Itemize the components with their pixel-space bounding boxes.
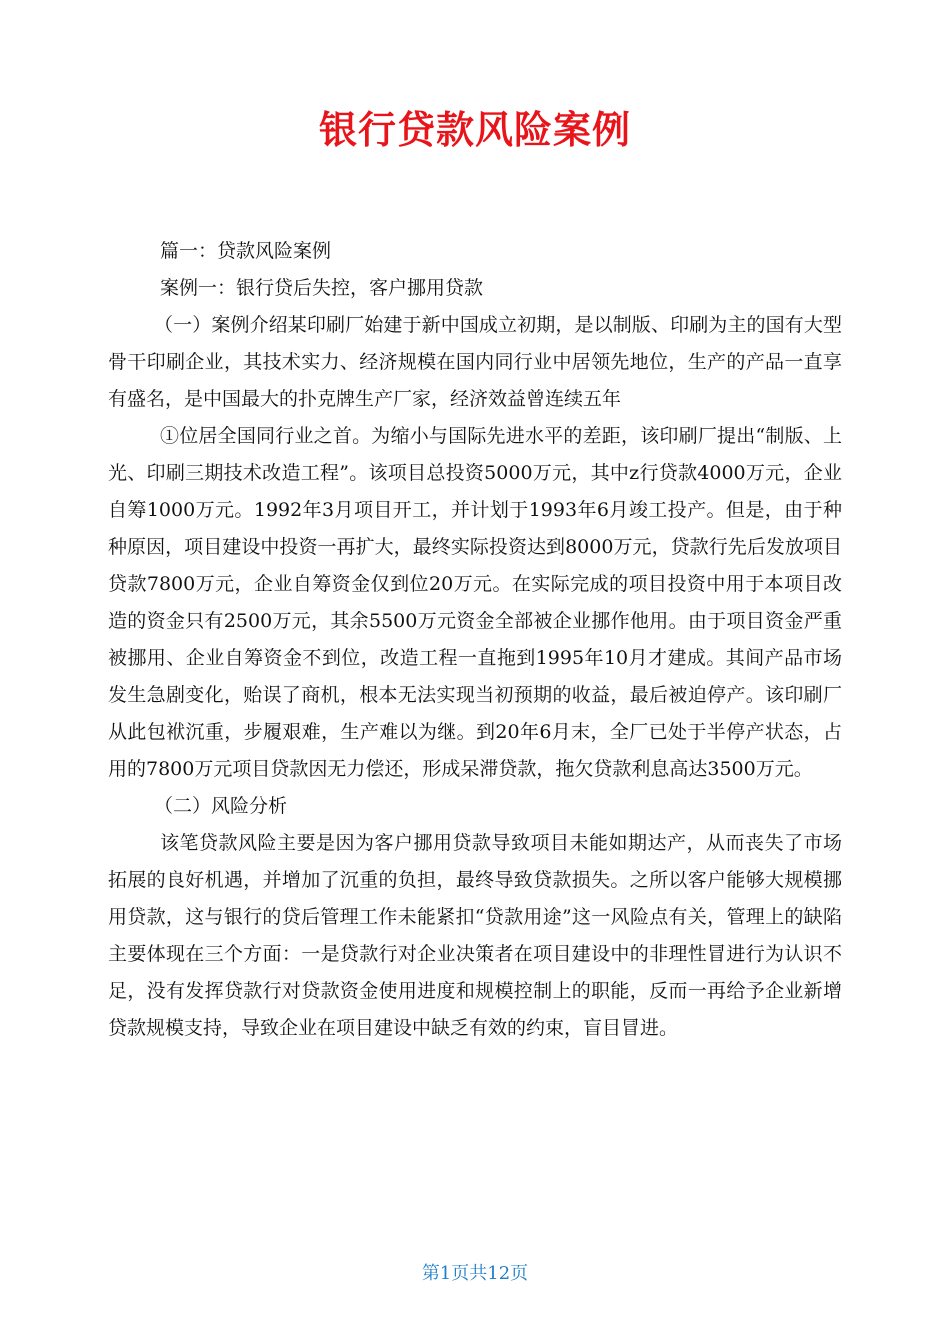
paragraph-risk-heading: （二）风险分析 xyxy=(154,795,288,817)
paragraph-case-intro: （一）案例介绍某印刷厂始建于新中国成立初期，是以制版、印刷为主的国有大型骨干印刷企业，其技术实力、经济规模在国内同行业中居领先地位，生产的产品一直享有盛名，是中国最大的扑克牌生产厂家，经济效益曾连续五年 xyxy=(108,314,842,410)
paragraph-risk-analysis: 该笔贷款风险主要是因为客户挪用贷款导致项目未能如期达产，从而丧失了市场拓展的良好机遇，并增加了沉重的负担，最终导致贷款损失。之所以客户能够大规模挪用贷款，这与银行的贷后管理工作未能紧扣“贷款用途”这一风险点有关，管理上的缺陷主要体现在三个方面：一是贷款行对企业决策者在项目建设中的非理性冒进行为认识不足，没有发挥贷款行对贷款资金使用进度和规模控制上的职能，反而一再给予企业新增贷款规模支持，导致企业在项目建设中缺乏有效的约束，盲目冒进。 xyxy=(108,832,842,1039)
document-body xyxy=(108,233,842,1047)
paragraph-section-heading: 篇一：贷款风险案例 xyxy=(160,240,332,262)
paragraph-case-details: ①位居全国同行业之首。为缩小与国际先进水平的差距，该印刷厂提出“制版、上光、印刷三期技术改造工程”。该项目总投资5000万元，其中z行贷款4000万元，企业自筹1000万元。1992年3月项目开工，并计划于1993年6月竣工投产。但是，由于种种原因，项目建设中投资一再扩大，最终实际投资达到8000万元，贷款行先后发放项目贷款7800万元，企业自筹资金仅到位20万元。在实际完成的项目投资中用于本项目改造的资金只有2500万元，其余5500万元资金全部被企业挪作他用。由于项目资金严重被挪用、企业自筹资金不到位，改造工程一直拖到1995年10月才建成。其间产品市场发生急剧变化，贻误了商机，根本无法实现当初预期的收益，最后被迫停产。该印刷厂从此包袱沉重，步履艰难，生产难以为继。到20年6月末，全厂已处于半停产状态，占用的7800万元项目贷款因无力偿还，形成呆滞贷款，拖欠贷款利息高达3500万元。 xyxy=(108,425,842,780)
page-footer: 第1页共12页 xyxy=(421,1263,529,1284)
paragraph-case-heading: 案例一：银行贷后失控，客户挪用贷款 xyxy=(160,277,484,299)
document-title: 银行贷款风险案例 xyxy=(318,107,631,152)
